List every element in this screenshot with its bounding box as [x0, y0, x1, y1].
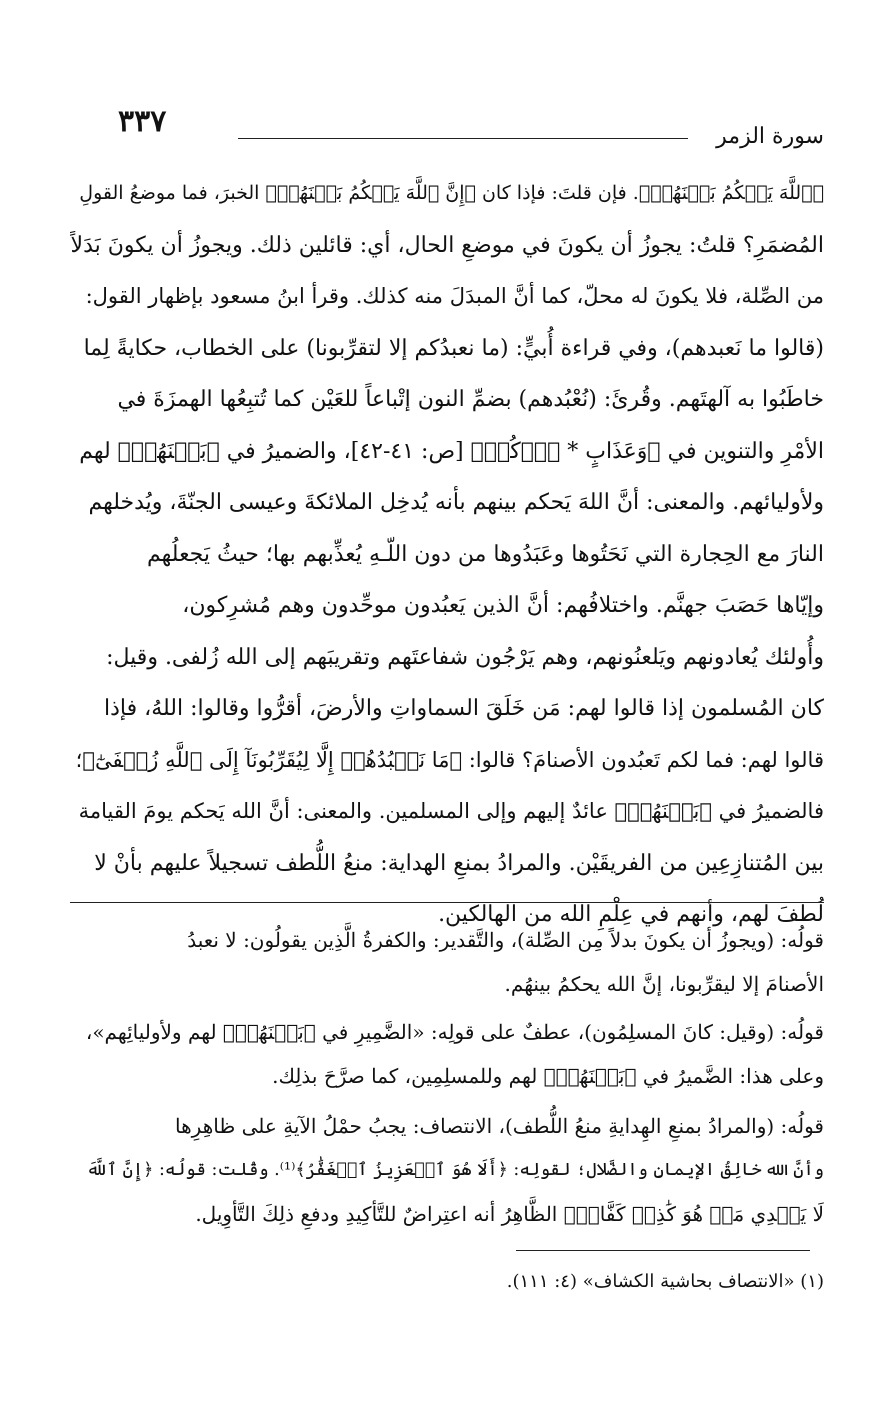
- main-text-line: النارَ مع الحِجارة التي نَحَتُوها وعَبَدُوها من دون اللّـهِ يُعذِّبهم بها؛ حيثُ يَجعلُهم: [147, 541, 824, 567]
- main-text-line: فالضميرُ في ﴿بَيۡنَهُمۡ﴾ عائدٌ إليهم وإلى المسلمين. والمعنى: أنَّ الله يَحكم يومَ القيامة: [78, 799, 824, 823]
- section-divider: [70, 902, 824, 903]
- surah-title: سورة الزمر: [716, 124, 824, 149]
- page-number: ٣٣٧: [118, 104, 167, 139]
- footnote-rule: [516, 1250, 810, 1251]
- header-rule: [238, 138, 688, 139]
- commentary-line: وأنَّ الله خالِقُ الإيمانِ والضَّلال؛ لقولِه: ﴿أَلَا هُوَ ٱلۡعَزِيزُ ٱلۡغَفَّٰرُ﴾⁽¹⁾. وقُلت: قولُه: ﴿إِنَّ ٱللَّهَ: [86, 1160, 824, 1180]
- commentary-paragraph: [70, 1010, 824, 1098]
- page-header: [118, 104, 824, 162]
- main-text-line: وأُولئك يُعادونهم ويَلعنُونهم، وهم يَرْجُون شفاعتَهم وتقريبَهم إلى الله زُلفى. وقيل:: [106, 644, 824, 670]
- main-text-line: لُطفَ لهم، وأنهم في عِلْمِ الله من الهالكين.: [438, 902, 824, 927]
- main-text-line: وإيّاها حَصَبَ جهنَّم. واختلافُهم: أنَّ الذين يَعبُدون موحِّدون وهم مُشرِكون،: [182, 593, 824, 618]
- commentary-line: قولُه: (والمرادُ بمنعِ الهِدايةِ منعُ اللُّطف)، الانتصاف: يجبُ حمْلُ الآيةِ على ظاهِرِها: [175, 1114, 824, 1138]
- commentary-line: وعلى هذا: الضَّميرُ في ﴿بَيۡنَهُمۡ﴾ لهم وللمسلِمِين، كما صرَّحَ بذلِك.: [272, 1064, 824, 1088]
- main-text-line: من الصِّلة، فلا يكونَ له محلّ، كما أنَّ المبدَلَ منه كذلك. وقرأ ابنُ مسعود بإظهار القول:: [85, 284, 824, 308]
- footnote: (١) «الانتصاف بحاشية الكشاف» (٤: ١١١).: [506, 1271, 824, 1292]
- commentary-paragraph: [70, 918, 824, 1006]
- main-text-line: كان المُسلمون إذا قالوا لهم: مَن خَلَقَ السماواتِ والأرضَ، أقرُّوا وقالوا: اللهُ، فإذا: [104, 696, 824, 721]
- main-text-line: قالوا لهم: فما لكم تَعبُدون الأصنامَ؟ قالوا: ﴿مَا نَعۡبُدُهُمۡ إِلَّا لِيُقَرِّبُونَآ إِلَى ٱللَّهِ زُلۡفَىٰٓ﴾؛: [75, 747, 824, 772]
- commentary-line: قولُه: (وقيل: كانَ المسلِمُون)، عطفٌ على قولِه: «الضَّمِيرِ في ﴿بَيۡنَهُمۡ﴾ لهم ولأوليائِهم»،: [85, 1020, 824, 1044]
- commentary-paragraph: [70, 1104, 824, 1236]
- commentary-line: قولُه: (ويجوزُ أن يكونَ بدلاً مِن الصِّلة)، والتَّقدير: والكفرةُ الَّذِين يقولُون: لا نعبدُ: [187, 928, 824, 952]
- main-text-line: ﴿ٱللَّهَ يَحۡكُمُ بَيۡنَهُمۡ﴾. فإن قلتَ: فإذا كان ﴿إِنَّ ٱللَّهَ يَحۡكُمُ بَيۡنَهُمۡ﴾ الخبرَ، فما موضعُ القولِ: [79, 182, 824, 204]
- main-text-line: (قالوا ما نَعبدهم)، وفي قراءة أُبيٍّ: (ما نعبدُكم إلا لتقرِّبونا) على الخطاب، حكايةً لِما: [83, 335, 824, 361]
- main-text-line: المُضمَرِ؟ قلتُ: يجوزُ أن يكونَ في موضعِ الحال، أي: قائلين ذلك. ويجوزُ أن يكونَ بَدَلاً: [70, 232, 824, 258]
- commentary-line: الأصنامَ إلا ليقرِّبونا، إنَّ الله يحكمُ بينهُم.: [504, 972, 824, 996]
- main-text-line: بين المُتنازِعِين من الفريقَيْن. والمرادُ بمنعِ الهداية: منعُ اللُّطف تسجيلاً عليهم بأنْ لا: [94, 850, 824, 876]
- main-text-line: خاطَبُوا به آلهتَهم. وقُرئَ: (نُعْبُدهم) بضمِّ النون إتْباعاً للعَيْن كما تُتبِعُها الهمزَةَ في: [117, 387, 824, 412]
- commentary-line: لَا يَهۡدِي مَنۡ هُوَ كَٰذِبٞ كَفَّارٞ﴾ الظَّاهِرُ أنه اعتِراضٌ للتَّأكِيدِ ودفعِ ذلِكَ التَّأوِيل.: [195, 1202, 824, 1226]
- main-text: [70, 168, 824, 941]
- main-text-line: ولأوليائهم. والمعنى: أنَّ اللهَ يَحكم بينهم بأنه يُدخِل الملائكةَ وعيسى الجنّةَ، ويُدخلهم: [88, 490, 824, 515]
- main-text-line: الأمْرِ والتنوين في ﴿وَعَذَابٍ * ٱرۡكُضۡ﴾ [ص: ٤١-٤٢]، والضميرُ في ﴿بَيۡنَهُمۡ﴾ لهم: [79, 438, 824, 464]
